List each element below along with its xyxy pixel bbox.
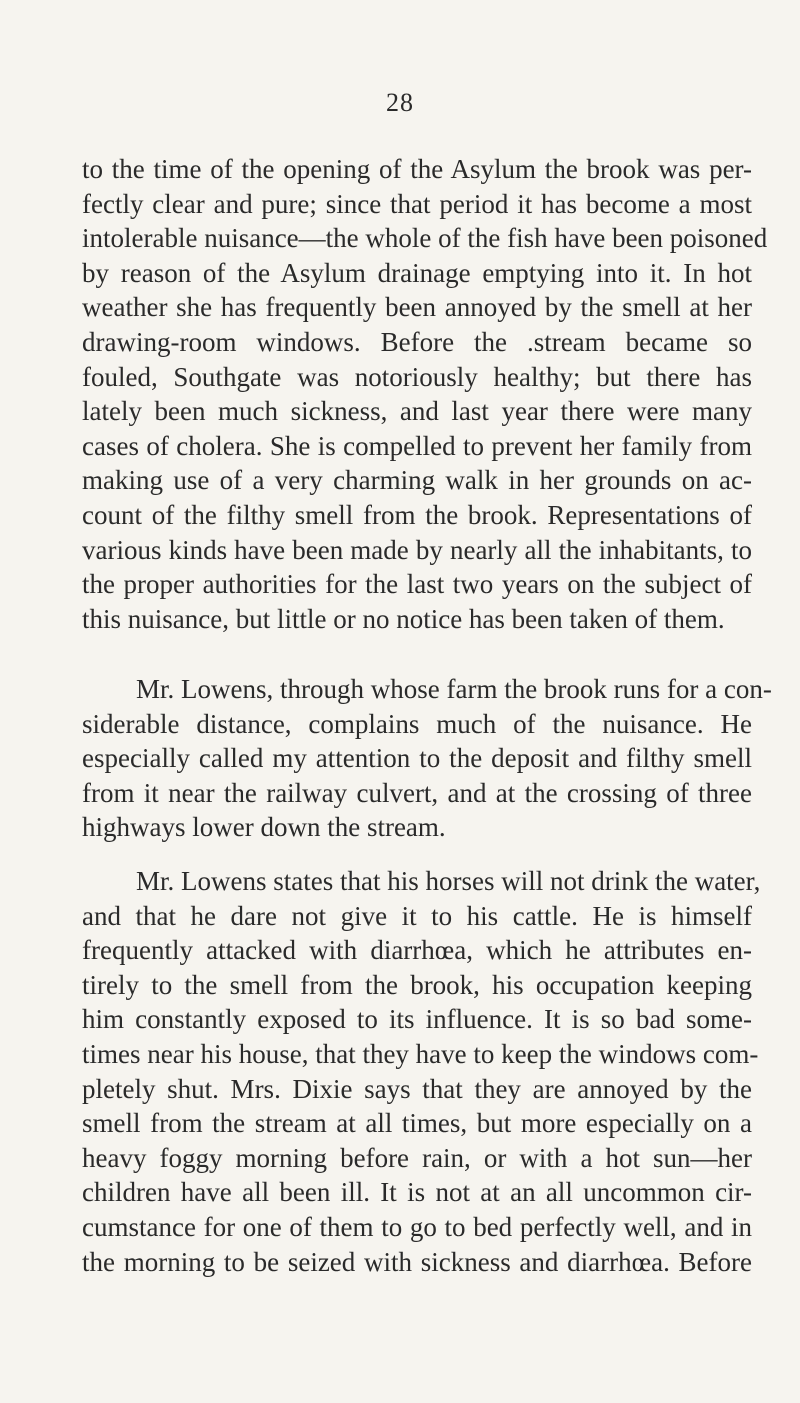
text-line: him constantly exposed to its influence. It is so bad some- [82, 1004, 752, 1035]
text-line: and that he dare not give it to his cattle. He is himself [82, 900, 752, 931]
text-line: times near his house, that they have to keep the windows com- [82, 1038, 759, 1069]
text-line: the proper authorities for the last two years on the subject of [82, 569, 752, 600]
text-line: fouled, Southgate was notoriously healthy; but there has [82, 361, 752, 392]
text-line: cumstance for one of them to go to bed perfectly well, and in [82, 1211, 752, 1242]
text-line: pletely shut. Mrs. Dixie says that they are annoyed by the [82, 1073, 752, 1104]
text-line: heavy foggy morning before rain, or with a hot sun—her [82, 1142, 752, 1173]
page-number: 28 [386, 88, 414, 117]
text-line: to the time of the opening of the Asylum the brook was per- [82, 154, 752, 184]
text-line: lately been much sickness, and last year there were many [82, 396, 752, 427]
text-line: siderable distance, complains much of the nuisance. He [82, 708, 752, 739]
text-line: weather she has frequently been annoyed by the smell at her [82, 292, 752, 323]
text-line: tirely to the smell from the brook, his occupation keeping [82, 969, 752, 1000]
text-line: Mr. Lowens, through whose farm the brook runs for a con- [136, 674, 772, 704]
paragraph-1 [82, 152, 768, 636]
text-line: from it near the railway culvert, and at the crossing of three [82, 777, 752, 808]
text-line: intolerable nuisance—the whole of the fish have been poisoned [82, 223, 768, 254]
paragraph-2 [82, 672, 772, 845]
text-line: count of the filthy smell from the brook. Representations of [82, 499, 752, 530]
text-line: making use of a very charming walk in her grounds on ac- [82, 465, 752, 496]
text-line: this nuisance, but little or no notice has been taken of them. [82, 603, 725, 634]
text-line: by reason of the Asylum drainage emptying into it. In hot [82, 257, 752, 288]
text-line: drawing-room windows. Before the .stream became so [82, 326, 752, 357]
text-line: various kinds have been made by nearly all the inhabitants, to [82, 534, 752, 565]
text-line: fectly clear and pure; since that period it has become a most [82, 188, 752, 219]
text-line: cases of cholera. She is compelled to prevent her family from [82, 430, 752, 461]
text-line: the morning to be seized with sickness and diarrhœa. Before [82, 1246, 752, 1277]
text-line: frequently attacked with diarrhœa, which he attributes en- [82, 935, 752, 966]
text-line: smell from the stream at all times, but more especially on a [82, 1108, 752, 1139]
text-line: Mr. Lowens states that his horses will not drink the water, [136, 866, 761, 896]
paragraph-3 [82, 864, 761, 1279]
text-line: children have all been ill. It is not at an all uncommon cir- [82, 1177, 752, 1208]
text-line: highways lower down the stream. [82, 812, 446, 843]
text-line: especially called my attention to the deposit and filthy smell [82, 743, 752, 774]
